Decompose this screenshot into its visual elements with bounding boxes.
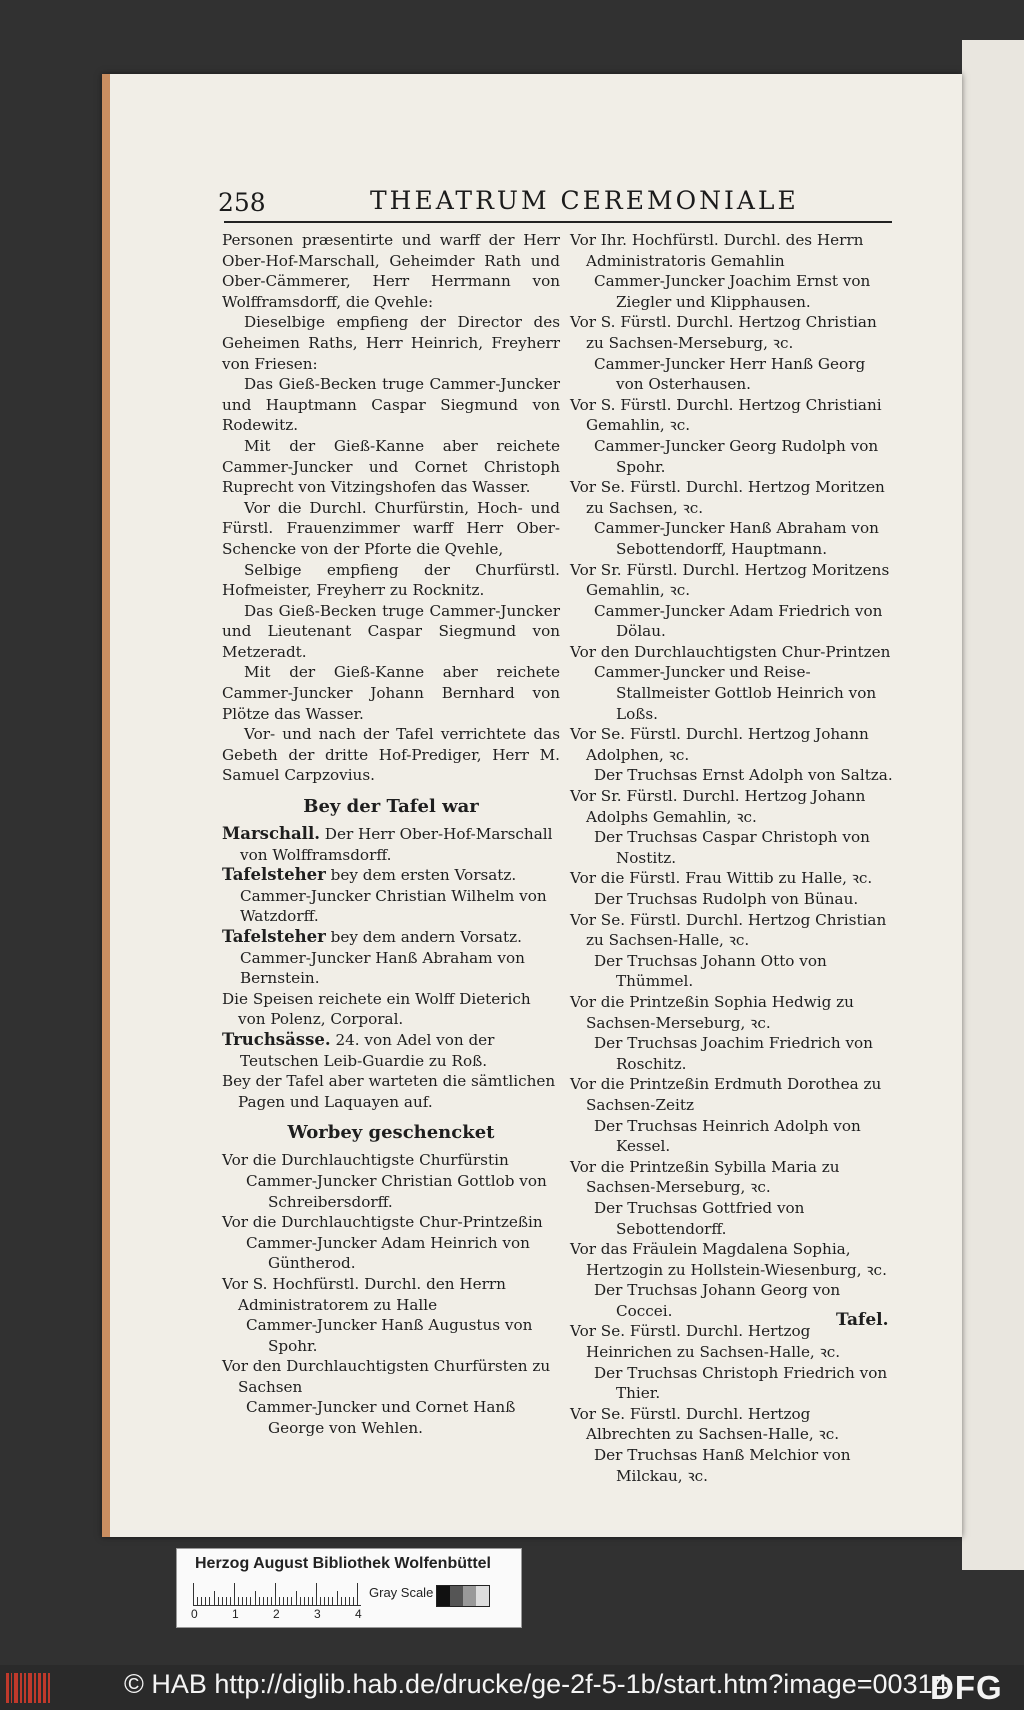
barcode-bar	[20, 1673, 22, 1703]
recipient-entry: Vor Se. Fürstl. Durchl. Hertzog Heinrichen zu Sachsen-Halle, ꝛc.	[570, 1322, 841, 1362]
paragraph: Das Gieß-Becken truge Cammer-Juncker und Hauptmann Caspar Siegmund von Rodewitz.	[222, 375, 560, 435]
ruler-number: 3	[314, 1607, 321, 1621]
server-entry: Der Truchsas Johann Otto von Thümmel.	[594, 951, 827, 991]
server-entry: Cammer-Juncker Georg Rudolph von Spohr.	[594, 436, 879, 476]
recipient-entry: Vor das Fräulein Magdalena Sophia, Hertzogin zu Hollstein-Wiesenburg, ꝛc.	[570, 1240, 887, 1279]
office-title: Tafelsteher	[222, 865, 326, 885]
server-entry: Cammer-Juncker Joachim Ernst von Ziegler und Klipphausen.	[594, 272, 871, 311]
paragraph: Mit der Gieß-Kanne aber reichete Cammer-Juncker und Cornet Christoph Ruprecht von Vitzingshofen das Wasser.	[222, 436, 560, 497]
office-entry	[222, 927, 560, 989]
recipient-entry: Vor Sr. Fürstl. Durchl. Hertzog Johann Adolphs Gemahlin, ꝛc.	[570, 787, 866, 826]
gray-scale-swatch	[436, 1585, 490, 1607]
ruler-tick	[287, 1597, 288, 1605]
ruler-tick	[230, 1597, 231, 1605]
ruler-tick	[263, 1597, 264, 1605]
section-heading: Bey der Tafel war	[303, 796, 479, 818]
paragraph: Mit der Gieß-Kanne aber reichete Cammer-Juncker Johann Bernhard von Plötze das Wasser.	[222, 663, 560, 723]
recipient-entry: Vor S. Fürstl. Durchl. Hertzog Christian zu Sachsen-Merseburg, ꝛc.	[570, 313, 877, 352]
section-heading: Worbey geschencket	[287, 1122, 495, 1144]
ruler-tick	[201, 1597, 202, 1605]
ruler-tick	[349, 1597, 350, 1605]
recipient-entry: Die Speisen reichete ein Wolff Dieterich von Polenz, Corporal.	[222, 989, 531, 1029]
ruler-tick	[197, 1597, 198, 1605]
recipient-entry: Vor Sr. Fürstl. Durchl. Hertzog Moritzens Gemahlin, ꝛc.	[570, 560, 890, 600]
ruler-tick	[267, 1597, 268, 1605]
ruler-tick	[271, 1597, 272, 1605]
ruler-tick	[238, 1597, 239, 1605]
recipient-entry: Vor die Fürstl. Frau Wittib zu Halle, ꝛc.	[570, 869, 873, 888]
server-entry: Der Truchsas Johann Georg von Coccei.	[594, 1281, 841, 1320]
ruler-number: 0	[191, 1607, 198, 1621]
recipient-entry: Vor Se. Fürstl. Durchl. Hertzog Johann Adolphen, ꝛc.	[570, 725, 869, 764]
recipient-entry: Vor Se. Fürstl. Durchl. Hertzog Moritzen zu Sachsen, ꝛc.	[570, 478, 885, 517]
barcode-bar	[38, 1673, 41, 1703]
barcode-bar	[28, 1673, 32, 1703]
ruler-tick	[357, 1583, 358, 1605]
office-entry	[222, 1030, 560, 1071]
recipient-entry: Vor den Durchlauchtigsten Chur-Printzen	[570, 642, 891, 661]
page-number: 258	[218, 188, 266, 217]
barcode-bar	[24, 1673, 27, 1703]
ruler-tick	[259, 1597, 260, 1605]
ruler-tick	[275, 1583, 276, 1605]
server-entry: Cammer-Juncker Hanß Abraham von Sebottendorff, Hauptmann.	[594, 519, 879, 558]
ruler-tick	[246, 1597, 247, 1605]
ruler-tick	[209, 1597, 210, 1605]
paragraph: Das Gieß-Becken truge Cammer-Juncker und Lieutenant Caspar Siegmund von Metzeradt.	[222, 601, 560, 661]
server-entry: Der Truchsas Ernst Adolph von Saltza.	[594, 766, 893, 785]
running-title: THEATRUM CEREMONIALE	[370, 186, 799, 215]
server-entry: Cammer-Juncker Hanß Augustus von Spohr.	[246, 1316, 533, 1355]
catchword: Tafel.	[836, 1310, 889, 1330]
server-entry: Cammer-Juncker und Reise-Stallmeister Gottlob Heinrich von Loßs.	[594, 663, 877, 723]
recipient-entry: Vor Se. Fürstl. Durchl. Hertzog Christian zu Sachsen-Halle, ꝛc.	[570, 910, 887, 950]
library-name: Herzog August Bibliothek Wolfenbüttel	[195, 1555, 491, 1572]
ruler-tick	[316, 1583, 317, 1605]
ruler-number: 4	[355, 1607, 362, 1621]
recipient-entry: Bey der Tafel aber warteten die sämtlichen Pagen und Laquayen auf.	[222, 1072, 556, 1111]
server-entry: Der Truchsas Gottfried von Sebottendorff.	[594, 1198, 805, 1238]
office-holder: bey dem ersten Vorsatz. Cammer-Juncker Christian Wilhelm von Watzdorff.	[240, 866, 547, 926]
recipient-entry: Vor S. Fürstl. Durchl. Hertzog Christiani Gemahlin, ꝛc.	[570, 395, 882, 435]
ruler-tick	[255, 1591, 256, 1605]
server-entry: Cammer-Juncker Adam Friedrich von Dölau.	[594, 601, 883, 641]
ruler-numbers	[191, 1607, 371, 1621]
ruler-tick	[283, 1597, 284, 1605]
ruler-number: 1	[232, 1607, 239, 1621]
ruler-tick	[304, 1597, 305, 1605]
server-entry: Der Truchsas Heinrich Adolph von Kessel.	[594, 1116, 861, 1156]
server-entry: Cammer-Juncker und Cornet Hanß George von Wehlen.	[246, 1398, 516, 1438]
ruler-tick	[205, 1597, 206, 1605]
barcode-bar	[34, 1673, 36, 1703]
server-entry: Cammer-Juncker Adam Heinrich von Güntherod.	[246, 1233, 530, 1273]
server-entry: Der Truchsas Rudolph von Bünau.	[594, 890, 859, 908]
ruler-tick	[324, 1597, 325, 1605]
office-title: Tafelsteher	[222, 927, 326, 946]
ruler-tick	[328, 1597, 329, 1605]
ruler-tick	[332, 1597, 333, 1605]
ruler-tick	[353, 1597, 354, 1605]
recipient-entry: Vor den Durchlauchtigsten Churfürsten zu Sachsen	[222, 1357, 551, 1396]
recipient-entry: Vor S. Hochfürstl. Durchl. den Herrn Administratorem zu Halle	[222, 1274, 506, 1314]
facing-page-edge	[962, 40, 1024, 1570]
server-entry: Der Truchsas Hanß Melchior von Milckau, ꝛc.	[594, 1446, 851, 1485]
ruler-tick	[250, 1597, 251, 1605]
ruler-tick	[218, 1597, 219, 1605]
ruler-tick	[345, 1597, 346, 1605]
office-title: Truchsässe.	[222, 1029, 331, 1049]
running-head	[218, 188, 890, 230]
ruler-tick	[234, 1583, 235, 1605]
recipient-entry: Vor die Durchlauchtigste Churfürstin	[222, 1151, 509, 1170]
copyright-link[interactable]: © HAB http://diglib.hab.de/drucke/ge-2f-5-1b/start.htm?image=00314	[124, 1669, 948, 1699]
server-entry: Der Truchsas Joachim Friedrich von Roschitz.	[594, 1034, 873, 1073]
ruler-number: 2	[273, 1607, 280, 1621]
barcode-bar	[43, 1673, 46, 1703]
paragraph: Personen præsentirte und warff der Herr Ober-Hof-Marschall, Geheimder Rath und Ober-Cämmerer, Herr Herrmann von Wolfframsdorff, die Qvehle:	[222, 231, 560, 311]
paragraph: Dieselbige empfieng der Director des Geheimen Raths, Herr Heinrich, Freyherr von Friesen:	[222, 313, 560, 373]
recipient-entry: Vor die Printzeßin Sophia Hedwig zu Sachsen-Merseburg, ꝛc.	[570, 992, 854, 1032]
ruler-tick	[341, 1597, 342, 1605]
gray-scale-label: Gray Scale	[369, 1585, 434, 1600]
ruler-tick	[242, 1597, 243, 1605]
server-entry: Cammer-Juncker Herr Hanß Georg von Osterhausen.	[594, 354, 866, 394]
ruler-tick	[312, 1597, 313, 1605]
recipient-entry: Vor die Durchlauchtigste Chur-Printzeßin	[222, 1213, 543, 1232]
server-entry: Der Truchsas Christoph Friedrich von Thier.	[594, 1363, 888, 1403]
recipient-entry: Vor Ihr. Hochfürstl. Durchl. des Herrn Administratoris Gemahlin	[570, 231, 864, 270]
recipient-entry: Vor Se. Fürstl. Durchl. Hertzog Albrechten zu Sachsen-Halle, ꝛc.	[570, 1404, 840, 1444]
header-rule	[224, 221, 892, 223]
dfg-logo: DFG	[930, 1669, 1003, 1706]
ruler-tick	[279, 1597, 280, 1605]
ruler-tick	[337, 1591, 338, 1605]
barcode-icon	[6, 1673, 50, 1703]
ruler-tick	[291, 1597, 292, 1605]
office-entry	[222, 824, 560, 865]
scale-ruler	[193, 1581, 361, 1606]
office-title: Marschall.	[222, 824, 320, 844]
server-entry: Cammer-Juncker Christian Gottlob von Schreibersdorff.	[246, 1171, 547, 1211]
office-holder: bey dem andern Vorsatz. Cammer-Juncker Hanß Abraham von Bernstein.	[240, 928, 525, 988]
paragraph: Selbige empfieng der Churfürstl. Hofmeister, Freyherr zu Rocknitz.	[222, 560, 560, 600]
ruler-tick	[296, 1591, 297, 1605]
office-holder: Der Herr Ober-Hof-Marschall von Wolfframsdorff.	[240, 825, 553, 864]
ruler-tick	[226, 1597, 227, 1605]
ruler-tick	[308, 1597, 309, 1605]
barcode-bar	[6, 1673, 9, 1703]
ruler-tick	[300, 1597, 301, 1605]
right-column	[570, 230, 894, 1486]
ruler-tick	[320, 1597, 321, 1605]
barcode-bar	[11, 1673, 13, 1703]
paragraph: Vor- und nach der Tafel verrichtete das Gebeth der dritte Hof-Prediger, Herr M. Samuel Carpzovius.	[222, 725, 560, 785]
server-entry: Der Truchsas Caspar Christoph von Nostitz.	[594, 828, 870, 867]
ruler-tick	[214, 1591, 215, 1605]
ruler-tick	[193, 1583, 194, 1605]
library-label	[176, 1548, 522, 1628]
ruler-tick	[222, 1597, 223, 1605]
footer-bar	[0, 1665, 1024, 1710]
left-column	[222, 230, 560, 1439]
paragraph: Vor die Durchl. Churfürstin, Hoch- und Fürstl. Frauenzimmer warff Herr Ober-Schencke von der Pforte die Qvehle,	[222, 498, 560, 558]
recipient-entry: Vor die Printzeßin Erdmuth Dorothea zu Sachsen-Zeitz	[570, 1075, 882, 1114]
barcode-bar	[14, 1673, 17, 1703]
office-holder: 24. von Adel von der Teutschen Leib-Guardie zu Roß.	[240, 1030, 495, 1070]
barcode-bar	[48, 1673, 50, 1703]
recipient-entry: Vor die Printzeßin Sybilla Maria zu Sachsen-Merseburg, ꝛc.	[570, 1157, 840, 1197]
office-entry	[222, 865, 560, 927]
